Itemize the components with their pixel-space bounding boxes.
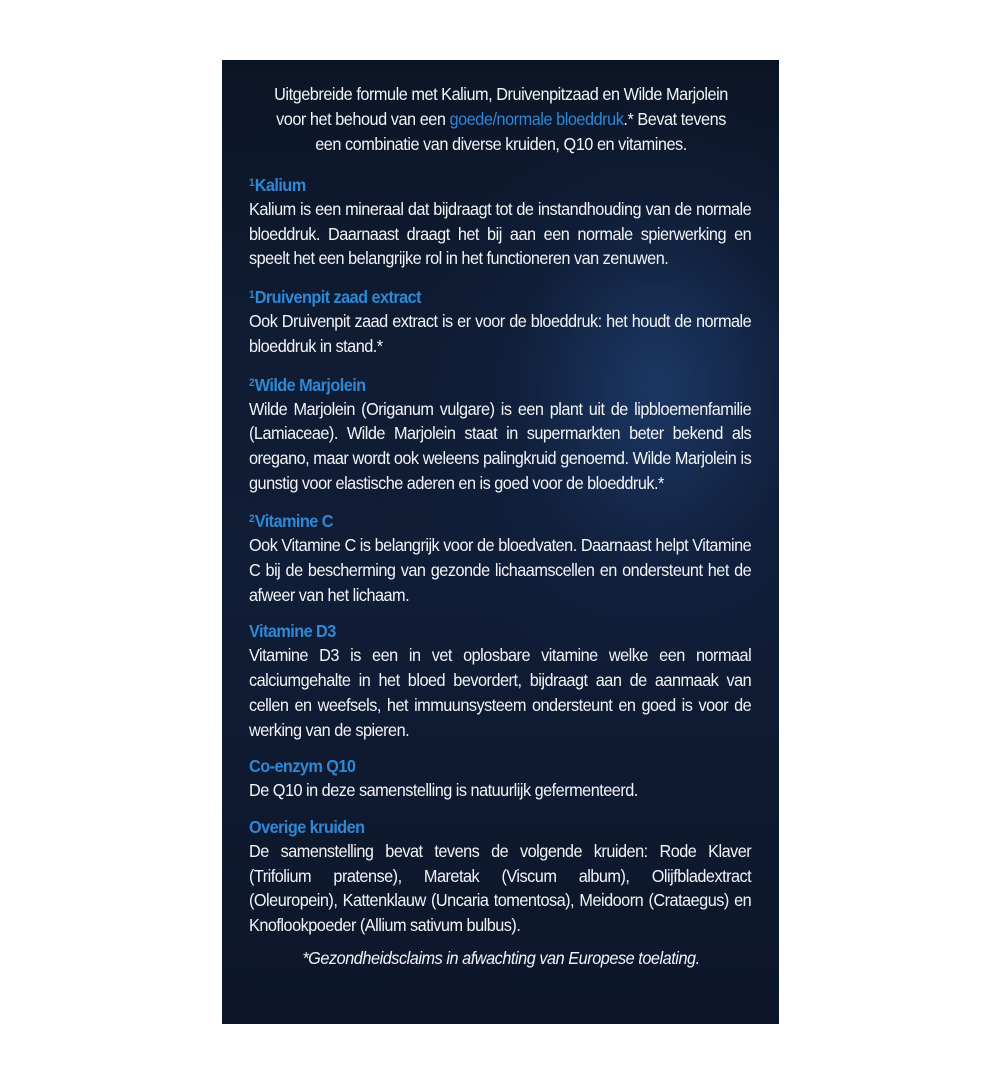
section-text: De samenstelling bevat tevens de volgende kruiden: Rode Klaver (Trifolium pratense), Maretak (Viscum album), Olijfbladextract (Oleuropein), Kattenklauw (Uncaria tomentosa), Meidoorn (Crataegus) en Knoflookpoeder (Allium sativum bulbus). xyxy=(249,840,752,936)
section-text: Kalium is een mineraal dat bijdraagt tot de instandhouding van de normale bloeddruk. Daarnaast draagt het bij aan een normale spierwerking en speelt het een belangrijke rol in het functioneren van zenuwen. xyxy=(249,199,752,269)
section-wilde-marjolein xyxy=(249,371,753,496)
section-heading xyxy=(249,619,718,643)
section-title: Vitamine D3 xyxy=(249,621,336,642)
footnote-marker: 1 xyxy=(249,289,255,302)
section-druivenpit xyxy=(249,283,753,358)
section-heading xyxy=(249,754,718,778)
section-kalium xyxy=(249,171,753,271)
section-title: Co-enzym Q10 xyxy=(249,756,356,777)
section-title: Druivenpit zaad extract xyxy=(254,287,421,308)
section-vitamine-d3 xyxy=(249,619,753,742)
health-claims-footnote: *Gezondheidsclaims in afwachting van Europese toelating. xyxy=(302,947,700,968)
intro-text xyxy=(267,82,736,157)
section-overige-kruiden xyxy=(249,815,753,938)
section-text: Ook Vitamine C is belangrijk voor de bloedvaten. Daarnaast helpt Vitamine C bij de bescherming van gezonde lichaamscellen en ondersteunt het de afweer van het lichaam. xyxy=(249,535,752,605)
section-co-enzym-q10 xyxy=(249,754,753,803)
section-title: Kalium xyxy=(254,175,306,195)
section-heading xyxy=(249,507,718,533)
section-title: Vitamine C xyxy=(254,511,333,532)
section-text: Wilde Marjolein (Origanum vulgare) is een plant uit de lipbloemenfamilie (Lamiaceae). Wilde Marjolein staat in supermarkten beter bekend als oregano, maar wordt ook weleens palingkruid genoemd. Wilde Marjolein is gunstig voor elastische aderen en is goed voor de bloeddruk.* xyxy=(249,398,752,493)
section-vitamine-c xyxy=(249,507,753,607)
section-heading xyxy=(249,815,718,839)
section-title: Wilde Marjolein xyxy=(254,374,366,395)
section-heading xyxy=(249,171,718,197)
intro-line-3: een combinatie van diverse kruiden, Q10 en vitamines. xyxy=(315,134,687,154)
section-title: Overige kruiden xyxy=(249,816,365,837)
footnote-marker: 2 xyxy=(249,376,255,389)
intro-highlight: goede/normale bloeddruk xyxy=(449,109,624,129)
section-heading xyxy=(249,283,718,309)
section-heading xyxy=(249,371,718,397)
section-text: De Q10 in deze samenstelling is natuurlijk gefermenteerd. xyxy=(249,780,638,801)
section-text: Ook Druivenpit zaad extract is er voor de bloeddruk: het houdt de normale bloeddruk in stand.* xyxy=(249,311,752,356)
intro-line-1: Uitgebreide formule met Kalium, Druivenpitzaad en Wilde Marjolein xyxy=(274,84,728,104)
intro-line-2-after: .* Bevat tevens xyxy=(623,109,726,129)
product-info-panel xyxy=(222,60,779,1024)
footnote-marker: 1 xyxy=(249,177,255,189)
intro-line-2-before: voor het behoud van een xyxy=(276,109,450,129)
section-text: Vitamine D3 is een in vet oplosbare vitamine welke een normaal calciumgehalte in het bloed bevordert, bijdraagt aan de aanmaak van cellen en weefsels, het immuunsysteem ondersteunt en goed is voor de werking van de spieren. xyxy=(249,645,752,740)
footnote-marker: 2 xyxy=(249,513,255,526)
